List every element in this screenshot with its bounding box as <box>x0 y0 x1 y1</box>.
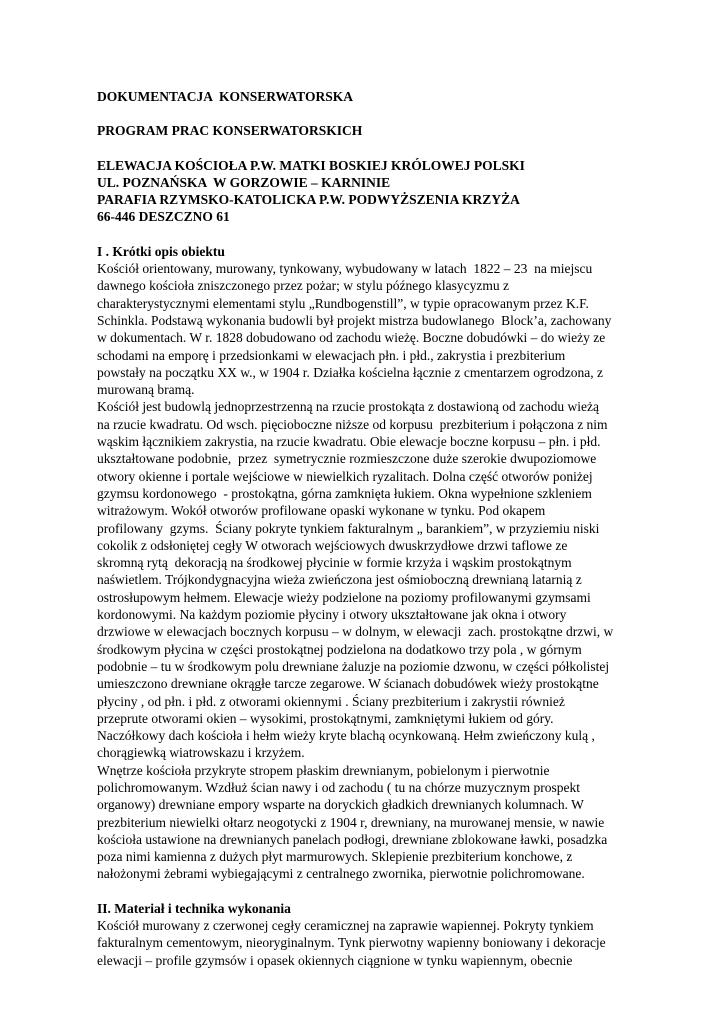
text-line: środkowym płycina w części prostokątnej podzielona na dodatkowo trzy pola , w górnym <box>97 641 582 657</box>
text-line: poza nimi kamienna z dużych płyt marmurowych. Sklepienie prezbiterium konchowe, z <box>97 849 573 865</box>
text-line: Kościół orientowany, murowany, tynkowany, wybudowany w latach 1822 – 23 na miejscu <box>97 261 593 277</box>
text-line: Kościół murowany z czerwonej cegły ceramicznej na zaprawie wapiennej. Pokryty tynkiem <box>97 918 594 934</box>
text-line: przeprute otworami okien – wysokimi, prostokątnymi, zamkniętymi łukiem od góry. <box>97 710 554 726</box>
text-line: płyciny , od płn. i płd. z otworami okiennymi . Ściany prezbiterium i zakrystii również <box>97 693 565 709</box>
text-line: Schinkla. Podstawą wykonania budowli był projekt mistrza budowlanego Block’a, zachowany <box>97 312 612 328</box>
text-line: schodami na emporę i przedsionkami w elewacjach płn. i płd., zakrystia i prezbiterium <box>97 347 566 363</box>
section1-body <box>97 260 724 883</box>
text-line: cokolik z odsłoniętej cegły W otworach wejściowych dwuskrzydłowe drzwi taflowe ze <box>97 537 568 553</box>
text-line: elewacji – profile gzymsów i opasek okiennych ciągnione w tynku wapiennym, obecnie <box>97 952 573 968</box>
text-line: dawnego kościoła zniszczonego przez pożar; w stylu późnego klasycyzmu z <box>97 278 509 294</box>
text-line: prezbiterium niewielki ołtarz neogotycki z 1904 r, drewniany, na murowanej mensie, w nawie <box>97 814 605 830</box>
text-line: polichromowanym. Wzdłuż ścian nawy i od zachodu ( tu na chórze muzycznym prospekt <box>97 779 580 795</box>
document-header-title: DOKUMENTACJA KONSERWATORSKA <box>97 89 354 104</box>
text-line: witrażowym. Wokół otworów profilowane opaski wykonane w tynku. Pod okapem <box>97 503 546 519</box>
document-page <box>97 88 724 969</box>
text-line: ostrosłupowym hełmem. Elewacje wieży podzielone na poziomy profilowanymi gzymsami <box>97 589 591 605</box>
text-line: kordonowymi. Na każdym poziomie płyciny i otwory ukształtowane jak okna i otwory <box>97 607 567 623</box>
text-line: w dokumentach. W r. 1828 dobudowano od zachodu wieżę. Boczne dobudówki – do wieży ze <box>97 330 606 346</box>
text-line: otwory okienne i portale wejściowe w niewielkich ryzalitach. Dolna część otworów poniżej <box>97 468 593 484</box>
section2-heading: II. Materiał i technika wykonania <box>97 900 291 916</box>
text-line: naświetlem. Trójkondygnacyjna wieża zwieńczona jest ośmioboczną drewnianą latarnią z <box>97 572 582 588</box>
address-block <box>97 157 724 226</box>
text-line: Naczółkowy dach kościoła i hełm wieży kryte blachą ocynkowaną. Hełm zwieńczony kulą , <box>97 728 595 744</box>
text-line: umieszczono drewniane okrągłe tarcze zegarowe. W ścianach dobudówek wieży prostokątne <box>97 676 599 692</box>
text-line: fakturalnym cementowym, nieoryginalnym. Tynk pierwotny wapienny boniowany i dekoracje <box>97 935 606 951</box>
text-line: organowy) drewniane empory wsparte na doryckich gładkich drewnianych kolumnach. W <box>97 797 584 813</box>
section1-heading: I . Krótki opis obiektu <box>97 243 225 259</box>
text-line: skromną rytą dekoracją na środkowej płycinie w formie krzyża i wąskim prostokątnym <box>97 555 572 571</box>
text-line: kościoła ustawione na drewnianych panelach podłogi, drewniane zblokowane ławki, posadzka <box>97 831 608 847</box>
text-line: Kościół jest budowlą jednoprzestrzenną na rzucie prostokąta z dostawioną od zachodu wieżą <box>97 399 599 415</box>
text-line: ukształtowane podobnie, przez symetrycznie rozmieszczone duże szerokie dwupoziomowe <box>97 451 597 467</box>
text-line: gzymsu kordonowego - prostokątna, górna zamknięta łukiem. Okna wypełnione szkleniem <box>97 485 592 501</box>
text-line: podobnie – tu w środkowym polu drewniane żaluzje na poziomie dzwonu, w części półkolistej <box>97 658 610 674</box>
text-line: wąskim łącznikiem zakrystia, na rzucie kwadratu. Obie elewacje boczne korpusu – płn. i płd. <box>97 434 601 450</box>
address-line: 66-446 DESZCZNO 61 <box>97 209 230 225</box>
text-line: na rzucie kwadratu. Od wsch. pięcioboczne niższe od korpusu prezbiterium i połączona z nim <box>97 416 608 432</box>
address-line: PARAFIA RZYMSKO-KATOLICKA P.W. PODWYŻSZENIA KRZYŻA <box>97 192 520 208</box>
text-line: profilowany gzyms. Ściany pokryte tynkiem fakturalnym „ barankiem”, w przyziemiu niski <box>97 520 600 536</box>
text-line: chorągiewką wiatrowskazu i krzyżem. <box>97 745 305 761</box>
text-line: Wnętrze kościoła przykryte stropem płaskim drewnianym, pobielonym i pierwotnie <box>97 762 550 778</box>
text-line: nałożonymi żebrami wybiegającymi z centralnego zwornika, pierwotnie polichromowane. <box>97 866 585 882</box>
text-line: drzwiowe w elewacjach bocznych korpusu – w dolnym, w elewacji zach. prostokątne drzwi, w <box>97 624 614 640</box>
text-line: murowaną bramą. <box>97 382 195 398</box>
text-line: charakterystycznymi elementami stylu „Rundbogenstill”, w typie opracowanym przez K.F. <box>97 295 589 311</box>
program-title: PROGRAM PRAC KONSERWATORSKICH <box>97 123 363 139</box>
section2-body <box>97 917 724 969</box>
text-line: powstały na początku XX w., w 1904 r. Działka kościelna łącznie z cmentarzem ogrodzona, z <box>97 364 603 380</box>
address-line: ELEWACJA KOŚCIOŁA P.W. MATKI BOSKIEJ KRÓLOWEJ POLSKI <box>97 157 525 173</box>
address-line: UL. POZNAŃSKA W GORZOWIE – KARNINIE <box>97 174 391 190</box>
